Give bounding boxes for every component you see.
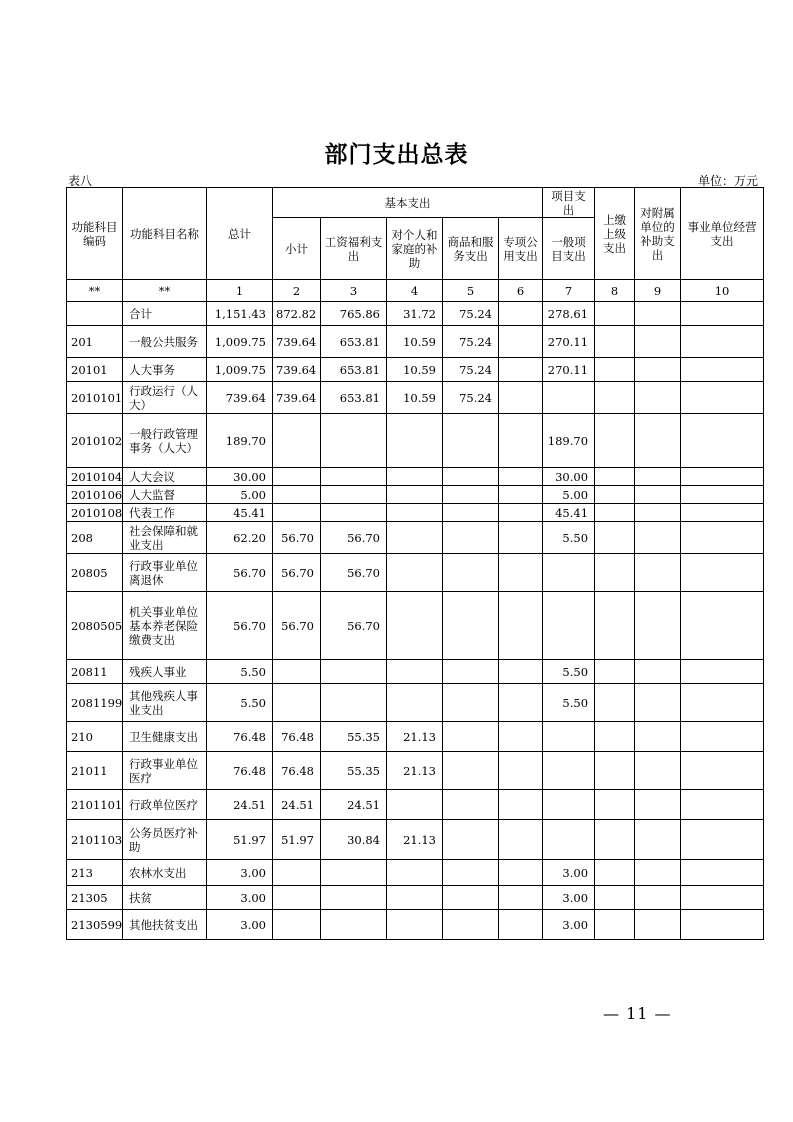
cell-special [499, 752, 543, 790]
cell-name: 残疾人事业 [123, 660, 207, 684]
cell-goods: 75.24 [443, 302, 499, 326]
cell-project [543, 554, 595, 592]
table-row [67, 358, 764, 382]
cell-special [499, 886, 543, 910]
cell-upper [595, 382, 635, 414]
index-cell: 7 [543, 280, 595, 302]
cell-personal [387, 860, 443, 886]
cell-code: 208 [67, 522, 123, 554]
cell-special [499, 486, 543, 504]
table-row [67, 860, 764, 886]
cell-goods [443, 414, 499, 468]
header-special: 专项公用支出 [499, 218, 543, 280]
index-cell: 4 [387, 280, 443, 302]
cell-project [543, 790, 595, 820]
table-row [67, 486, 764, 504]
page-number: — 11 — [603, 1004, 672, 1023]
cell-subsidy [635, 522, 681, 554]
cell-project: 270.11 [543, 358, 595, 382]
cell-subsidy [635, 302, 681, 326]
cell-project [543, 722, 595, 752]
cell-subtotal [273, 910, 321, 940]
cell-upper [595, 504, 635, 522]
cell-business [681, 522, 764, 554]
cell-special [499, 554, 543, 592]
cell-business [681, 722, 764, 752]
cell-project: 278.61 [543, 302, 595, 326]
cell-subtotal: 739.64 [273, 326, 321, 358]
cell-personal [387, 468, 443, 486]
cell-business [681, 326, 764, 358]
index-cell: ** [67, 280, 123, 302]
cell-total: 24.51 [207, 790, 273, 820]
index-cell: 8 [595, 280, 635, 302]
cell-goods: 75.24 [443, 358, 499, 382]
cell-code: 2101103 [67, 820, 123, 860]
cell-goods [443, 504, 499, 522]
cell-personal [387, 886, 443, 910]
cell-wages: 55.35 [321, 722, 387, 752]
cell-subtotal: 24.51 [273, 790, 321, 820]
cell-personal: 31.72 [387, 302, 443, 326]
cell-total: 56.70 [207, 592, 273, 660]
cell-personal [387, 592, 443, 660]
cell-business [681, 820, 764, 860]
table-row [67, 522, 764, 554]
cell-upper [595, 886, 635, 910]
header-project: 项目支出 [543, 188, 595, 218]
table-header [67, 188, 764, 302]
cell-name: 一般行政管理事务（人大） [123, 414, 207, 468]
cell-subtotal: 51.97 [273, 820, 321, 860]
cell-subsidy [635, 358, 681, 382]
cell-total: 3.00 [207, 860, 273, 886]
cell-total: 739.64 [207, 382, 273, 414]
table-row [67, 820, 764, 860]
cell-code: 20805 [67, 554, 123, 592]
cell-business [681, 504, 764, 522]
table-row [67, 468, 764, 486]
cell-name: 代表工作 [123, 504, 207, 522]
cell-name: 行政单位医疗 [123, 790, 207, 820]
cell-total: 5.00 [207, 486, 273, 504]
cell-name: 公务员医疗补助 [123, 820, 207, 860]
cell-code: 2010102 [67, 414, 123, 468]
cell-wages: 653.81 [321, 326, 387, 358]
header-goods: 商品和服务支出 [443, 218, 499, 280]
cell-goods [443, 860, 499, 886]
cell-upper [595, 752, 635, 790]
cell-upper [595, 468, 635, 486]
cell-total: 5.50 [207, 684, 273, 722]
cell-wages [321, 414, 387, 468]
cell-name: 社会保障和就业支出 [123, 522, 207, 554]
cell-goods [443, 910, 499, 940]
cell-code: 210 [67, 722, 123, 752]
cell-subsidy [635, 660, 681, 684]
cell-code: 2130599 [67, 910, 123, 940]
cell-subsidy [635, 382, 681, 414]
table-row [67, 382, 764, 414]
cell-business [681, 302, 764, 326]
cell-upper [595, 660, 635, 684]
cell-subtotal: 56.70 [273, 592, 321, 660]
cell-wages [321, 886, 387, 910]
cell-special [499, 860, 543, 886]
cell-code: 20101 [67, 358, 123, 382]
cell-special [499, 358, 543, 382]
cell-wages [321, 860, 387, 886]
table-row [67, 886, 764, 910]
cell-name: 其他扶贫支出 [123, 910, 207, 940]
cell-code: 2081199 [67, 684, 123, 722]
index-cell: 10 [681, 280, 764, 302]
cell-wages [321, 504, 387, 522]
cell-subsidy [635, 790, 681, 820]
cell-code: 2010108 [67, 504, 123, 522]
index-cell: ** [123, 280, 207, 302]
cell-personal [387, 660, 443, 684]
cell-special [499, 382, 543, 414]
cell-code: 201 [67, 326, 123, 358]
cell-name: 扶贫 [123, 886, 207, 910]
cell-wages: 56.70 [321, 522, 387, 554]
index-cell: 9 [635, 280, 681, 302]
cell-name: 行政事业单位离退休 [123, 554, 207, 592]
header-subsidy: 对附属单位的补助支出 [635, 188, 681, 280]
cell-goods [443, 522, 499, 554]
cell-personal: 10.59 [387, 358, 443, 382]
cell-subtotal: 76.48 [273, 752, 321, 790]
cell-subsidy [635, 684, 681, 722]
cell-name: 机关事业单位基本养老保险缴费支出 [123, 592, 207, 660]
header-business: 事业单位经营支出 [681, 188, 764, 280]
cell-wages: 24.51 [321, 790, 387, 820]
cell-project: 5.00 [543, 486, 595, 504]
cell-total: 30.00 [207, 468, 273, 486]
cell-subtotal: 56.70 [273, 522, 321, 554]
cell-special [499, 684, 543, 722]
cell-total: 1,009.75 [207, 326, 273, 358]
cell-upper [595, 302, 635, 326]
cell-subsidy [635, 554, 681, 592]
cell-goods [443, 752, 499, 790]
cell-project [543, 752, 595, 790]
cell-subsidy [635, 414, 681, 468]
index-cell: 3 [321, 280, 387, 302]
cell-subsidy [635, 722, 681, 752]
cell-special [499, 302, 543, 326]
table-body [67, 302, 764, 940]
header-upper: 上缴上级支出 [595, 188, 635, 280]
cell-personal [387, 554, 443, 592]
cell-personal: 10.59 [387, 326, 443, 358]
table-row [67, 414, 764, 468]
cell-total: 45.41 [207, 504, 273, 522]
cell-total: 3.00 [207, 886, 273, 910]
cell-special [499, 522, 543, 554]
cell-special [499, 468, 543, 486]
header-general-project: 一般项目支出 [543, 218, 595, 280]
cell-business [681, 660, 764, 684]
header-code: 功能科目编码 [67, 188, 123, 280]
cell-code: 2010106 [67, 486, 123, 504]
cell-subtotal [273, 684, 321, 722]
cell-personal [387, 414, 443, 468]
cell-upper [595, 326, 635, 358]
cell-personal: 10.59 [387, 382, 443, 414]
table-row [67, 790, 764, 820]
cell-special [499, 414, 543, 468]
cell-code: 2010101 [67, 382, 123, 414]
cell-business [681, 860, 764, 886]
table-row [67, 326, 764, 358]
cell-upper [595, 522, 635, 554]
cell-total: 189.70 [207, 414, 273, 468]
index-cell: 6 [499, 280, 543, 302]
table-row [67, 752, 764, 790]
cell-personal [387, 910, 443, 940]
table-row [67, 554, 764, 592]
cell-upper [595, 684, 635, 722]
cell-business [681, 790, 764, 820]
header-total: 总计 [207, 188, 273, 280]
header-wages: 工资福利支出 [321, 218, 387, 280]
cell-personal [387, 684, 443, 722]
cell-upper [595, 592, 635, 660]
cell-subsidy [635, 326, 681, 358]
cell-subsidy [635, 486, 681, 504]
cell-wages: 56.70 [321, 554, 387, 592]
cell-total: 5.50 [207, 660, 273, 684]
cell-code: 2010104 [67, 468, 123, 486]
cell-special [499, 790, 543, 820]
unit-label: 单位：万元 [697, 174, 758, 188]
cell-project: 3.00 [543, 886, 595, 910]
cell-business [681, 592, 764, 660]
cell-personal: 21.13 [387, 722, 443, 752]
cell-subsidy [635, 752, 681, 790]
cell-project: 45.41 [543, 504, 595, 522]
cell-wages: 56.70 [321, 592, 387, 660]
cell-personal [387, 504, 443, 522]
cell-upper [595, 554, 635, 592]
cell-goods [443, 660, 499, 684]
cell-special [499, 722, 543, 752]
cell-subsidy [635, 910, 681, 940]
cell-goods [443, 790, 499, 820]
cell-business [681, 382, 764, 414]
header-name: 功能科目名称 [123, 188, 207, 280]
cell-wages: 765.86 [321, 302, 387, 326]
cell-wages [321, 684, 387, 722]
cell-project: 5.50 [543, 660, 595, 684]
cell-subtotal [273, 860, 321, 886]
cell-total: 1,151.43 [207, 302, 273, 326]
cell-name: 行政事业单位医疗 [123, 752, 207, 790]
cell-special [499, 910, 543, 940]
cell-goods [443, 684, 499, 722]
table-number: 表八 [68, 174, 93, 188]
cell-project [543, 592, 595, 660]
cell-subtotal: 739.64 [273, 382, 321, 414]
cell-special [499, 820, 543, 860]
cell-business [681, 752, 764, 790]
index-cell: 1 [207, 280, 273, 302]
cell-project: 5.50 [543, 684, 595, 722]
cell-name: 其他残疾人事业支出 [123, 684, 207, 722]
cell-goods: 75.24 [443, 326, 499, 358]
cell-wages: 653.81 [321, 358, 387, 382]
cell-project: 3.00 [543, 860, 595, 886]
cell-upper [595, 722, 635, 752]
cell-subtotal [273, 414, 321, 468]
cell-subsidy [635, 468, 681, 486]
cell-code: 21011 [67, 752, 123, 790]
cell-upper [595, 486, 635, 504]
cell-special [499, 326, 543, 358]
cell-business [681, 468, 764, 486]
cell-business [681, 358, 764, 382]
cell-business [681, 414, 764, 468]
cell-goods [443, 886, 499, 910]
cell-business [681, 486, 764, 504]
cell-code: 2080505 [67, 592, 123, 660]
cell-code: 2101101 [67, 790, 123, 820]
cell-upper [595, 820, 635, 860]
cell-goods [443, 486, 499, 504]
cell-total: 76.48 [207, 752, 273, 790]
cell-name: 农林水支出 [123, 860, 207, 886]
cell-subtotal [273, 504, 321, 522]
cell-project: 3.00 [543, 910, 595, 940]
index-cell: 5 [443, 280, 499, 302]
cell-special [499, 592, 543, 660]
cell-personal: 21.13 [387, 820, 443, 860]
cell-code: 21305 [67, 886, 123, 910]
header-personal: 对个人和家庭的补助 [387, 218, 443, 280]
cell-wages: 30.84 [321, 820, 387, 860]
cell-upper [595, 910, 635, 940]
cell-business [681, 910, 764, 940]
cell-total: 62.20 [207, 522, 273, 554]
cell-subtotal [273, 468, 321, 486]
cell-code [67, 302, 123, 326]
cell-personal [387, 486, 443, 504]
cell-personal [387, 790, 443, 820]
cell-project: 5.50 [543, 522, 595, 554]
table-row [67, 684, 764, 722]
cell-subtotal [273, 486, 321, 504]
index-row [67, 280, 764, 302]
header-basic: 基本支出 [273, 188, 543, 218]
cell-business [681, 886, 764, 910]
cell-name: 一般公共服务 [123, 326, 207, 358]
cell-project [543, 820, 595, 860]
cell-total: 51.97 [207, 820, 273, 860]
table-row [67, 722, 764, 752]
cell-subsidy [635, 860, 681, 886]
cell-subtotal [273, 660, 321, 684]
cell-business [681, 684, 764, 722]
header-subtotal: 小计 [273, 218, 321, 280]
cell-subsidy [635, 886, 681, 910]
cell-special [499, 504, 543, 522]
table-row [67, 910, 764, 940]
page-title: 部门支出总表 [324, 141, 469, 168]
cell-goods [443, 468, 499, 486]
cell-goods: 75.24 [443, 382, 499, 414]
cell-total: 1,009.75 [207, 358, 273, 382]
cell-wages [321, 660, 387, 684]
index-cell: 2 [273, 280, 321, 302]
table-row [67, 302, 764, 326]
cell-upper [595, 358, 635, 382]
cell-total: 3.00 [207, 910, 273, 940]
cell-total: 56.70 [207, 554, 273, 592]
table-meta [66, 172, 758, 188]
cell-personal: 21.13 [387, 752, 443, 790]
cell-wages: 55.35 [321, 752, 387, 790]
cell-name: 人大监督 [123, 486, 207, 504]
cell-upper [595, 860, 635, 886]
cell-total: 76.48 [207, 722, 273, 752]
cell-wages: 653.81 [321, 382, 387, 414]
cell-name: 人大事务 [123, 358, 207, 382]
cell-subsidy [635, 820, 681, 860]
cell-goods [443, 554, 499, 592]
cell-project [543, 382, 595, 414]
cell-wages [321, 486, 387, 504]
cell-code: 213 [67, 860, 123, 886]
cell-goods [443, 592, 499, 660]
cell-subsidy [635, 592, 681, 660]
cell-subtotal: 76.48 [273, 722, 321, 752]
cell-subtotal [273, 886, 321, 910]
cell-personal [387, 522, 443, 554]
cell-project: 30.00 [543, 468, 595, 486]
cell-subtotal: 56.70 [273, 554, 321, 592]
cell-name: 人大会议 [123, 468, 207, 486]
cell-project: 270.11 [543, 326, 595, 358]
cell-wages [321, 468, 387, 486]
cell-wages [321, 910, 387, 940]
cell-name: 卫生健康支出 [123, 722, 207, 752]
table-row [67, 660, 764, 684]
cell-goods [443, 820, 499, 860]
cell-special [499, 660, 543, 684]
table-row [67, 504, 764, 522]
cell-upper [595, 414, 635, 468]
cell-name: 合计 [123, 302, 207, 326]
cell-project: 189.70 [543, 414, 595, 468]
cell-subsidy [635, 504, 681, 522]
expenditure-table [66, 187, 764, 940]
cell-business [681, 554, 764, 592]
cell-code: 20811 [67, 660, 123, 684]
cell-goods [443, 722, 499, 752]
cell-name: 行政运行（人大） [123, 382, 207, 414]
cell-upper [595, 790, 635, 820]
table-row [67, 592, 764, 660]
cell-subtotal: 872.82 [273, 302, 321, 326]
cell-subtotal: 739.64 [273, 358, 321, 382]
